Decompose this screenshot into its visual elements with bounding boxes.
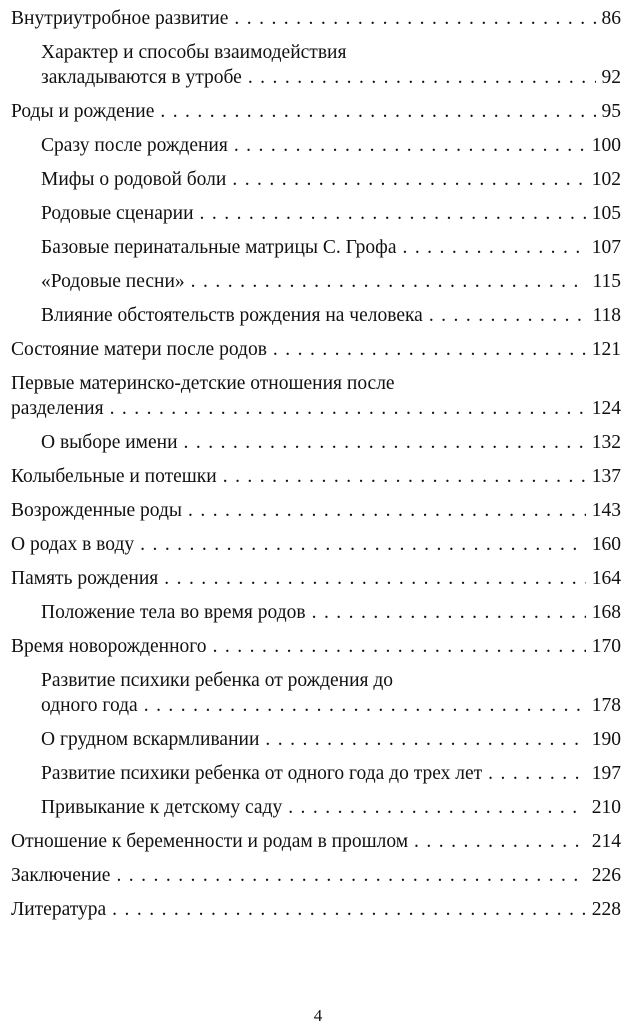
toc-entry-title-line: Развитие психики ребенка от рождения до xyxy=(41,670,394,691)
page-number: 4 xyxy=(313,1006,323,1025)
toc-subentry[interactable] xyxy=(11,269,621,294)
toc-entry-page: 178 xyxy=(591,695,621,716)
toc-entry-page: 168 xyxy=(591,602,621,623)
toc-entry-page: 121 xyxy=(591,339,621,360)
toc-entry[interactable] xyxy=(11,6,621,31)
dot-leader xyxy=(213,634,586,659)
toc-subentry[interactable] xyxy=(11,235,621,260)
dot-leader xyxy=(200,201,586,226)
toc-entry[interactable] xyxy=(11,99,621,124)
dot-leader xyxy=(164,566,586,591)
toc-entry-title: О родах в воду xyxy=(11,534,135,555)
dot-leader xyxy=(110,396,586,421)
toc-entry-page: 197 xyxy=(591,763,621,784)
dot-leader xyxy=(248,65,596,90)
dot-leader xyxy=(429,303,587,328)
toc-entry-title: Родовые сценарии xyxy=(41,203,194,224)
toc-entry-page: 92 xyxy=(601,67,621,88)
toc-entry-title: Внутриутробное развитие xyxy=(11,8,229,29)
toc-entry-page: 228 xyxy=(591,899,621,920)
toc-subentry[interactable] xyxy=(11,795,621,820)
toc-entry[interactable] xyxy=(11,566,621,591)
toc-entry-title: Мифы о родовой боли xyxy=(41,169,227,190)
toc-entry-page: 210 xyxy=(591,797,621,818)
dot-leader xyxy=(112,897,586,922)
toc-subentry[interactable] xyxy=(11,167,621,192)
toc-entry-title: Базовые перинатальные матрицы С. Грофа xyxy=(41,237,397,258)
dot-leader xyxy=(116,863,585,888)
dot-leader xyxy=(223,464,586,489)
toc-subentry[interactable] xyxy=(11,761,621,786)
toc-entry-page: 86 xyxy=(601,8,621,29)
toc-entry-title: закладываются в утробе xyxy=(41,67,242,88)
dot-leader xyxy=(288,795,586,820)
toc-entry-page: 115 xyxy=(592,271,621,292)
toc-entry-title: Положение тела во время родов xyxy=(41,602,306,623)
toc-entry[interactable] xyxy=(11,829,621,854)
toc-subentry[interactable] xyxy=(11,40,621,90)
toc-entry-page: 137 xyxy=(591,466,621,487)
toc-entry-title-line: Характер и способы взаимодействия xyxy=(41,42,347,63)
toc-entry-title: Отношение к беременности и родам в прошлом xyxy=(11,831,409,852)
toc-entry[interactable] xyxy=(11,371,621,421)
toc-entry-title: Память рождения xyxy=(11,568,159,589)
toc-entry-page: 214 xyxy=(591,831,621,852)
dot-leader xyxy=(191,269,587,294)
toc-entry[interactable] xyxy=(11,337,621,362)
toc-entry-title: Роды и рождение xyxy=(11,101,155,122)
toc-entry-title: Состояние матери после родов xyxy=(11,339,267,360)
toc-entry-page: 132 xyxy=(591,432,621,453)
toc-subentry[interactable] xyxy=(11,133,621,158)
toc-entry[interactable] xyxy=(11,897,621,922)
dot-leader xyxy=(312,600,586,625)
toc-entry-page: 164 xyxy=(591,568,621,589)
dot-leader xyxy=(188,498,586,523)
dot-leader xyxy=(160,99,595,124)
toc-entry-title-line: Первые материнско-детские отношения после xyxy=(11,373,395,394)
toc-entry-title: Возрожденные роды xyxy=(11,500,182,521)
toc-subentry[interactable] xyxy=(11,600,621,625)
toc-subentry[interactable] xyxy=(11,303,621,328)
toc-entry-title: Время новорожденного xyxy=(11,636,207,657)
dot-leader xyxy=(402,235,585,260)
toc-entry-title: О грудном вскармливании xyxy=(41,729,260,750)
toc-entry-title: одного года xyxy=(41,695,138,716)
toc-subentry[interactable] xyxy=(11,727,621,752)
toc-entry-title: Сразу после рождения xyxy=(41,135,228,156)
toc-entry-page: 170 xyxy=(591,636,621,657)
toc-entry-page: 143 xyxy=(591,500,621,521)
table-of-contents xyxy=(11,6,621,931)
dot-leader xyxy=(232,167,585,192)
toc-entry-page: 105 xyxy=(591,203,621,224)
toc-entry-title: О выборе имени xyxy=(41,432,178,453)
toc-entry-page: 107 xyxy=(591,237,621,258)
toc-entry-page: 95 xyxy=(601,101,621,122)
dot-leader xyxy=(414,829,586,854)
dot-leader xyxy=(144,693,586,718)
dot-leader xyxy=(488,761,586,786)
dot-leader xyxy=(265,727,585,752)
toc-entry-page: 226 xyxy=(591,865,621,886)
toc-entry-title: «Родовые песни» xyxy=(41,271,185,292)
dot-leader xyxy=(184,430,586,455)
toc-entry-title: Колыбельные и потешки xyxy=(11,466,217,487)
dot-leader xyxy=(273,337,586,362)
toc-subentry[interactable] xyxy=(11,430,621,455)
toc-entry-page: 124 xyxy=(591,398,621,419)
toc-entry-title: Развитие психики ребенка от одного года до трех лет xyxy=(41,763,483,784)
toc-entry-title: Заключение xyxy=(11,865,111,886)
toc-entry-page: 160 xyxy=(591,534,621,555)
toc-entry-page: 190 xyxy=(591,729,621,750)
toc-entry-title: разделения xyxy=(11,398,104,419)
toc-entry-page: 118 xyxy=(592,305,621,326)
toc-entry-page: 102 xyxy=(591,169,621,190)
dot-leader xyxy=(140,532,586,557)
toc-entry[interactable] xyxy=(11,532,621,557)
toc-entry[interactable] xyxy=(11,634,621,659)
dot-leader xyxy=(234,6,595,31)
toc-subentry[interactable] xyxy=(11,668,621,718)
toc-entry[interactable] xyxy=(11,464,621,489)
dot-leader xyxy=(234,133,586,158)
toc-entry[interactable] xyxy=(11,863,621,888)
toc-entry-title: Влияние обстоятельств рождения на человека xyxy=(41,305,423,326)
toc-entry-title: Литература xyxy=(11,899,107,920)
toc-entry-page: 100 xyxy=(591,135,621,156)
toc-entry[interactable] xyxy=(11,498,621,523)
toc-subentry[interactable] xyxy=(11,201,621,226)
toc-entry-title: Привыкание к детскому саду xyxy=(41,797,283,818)
